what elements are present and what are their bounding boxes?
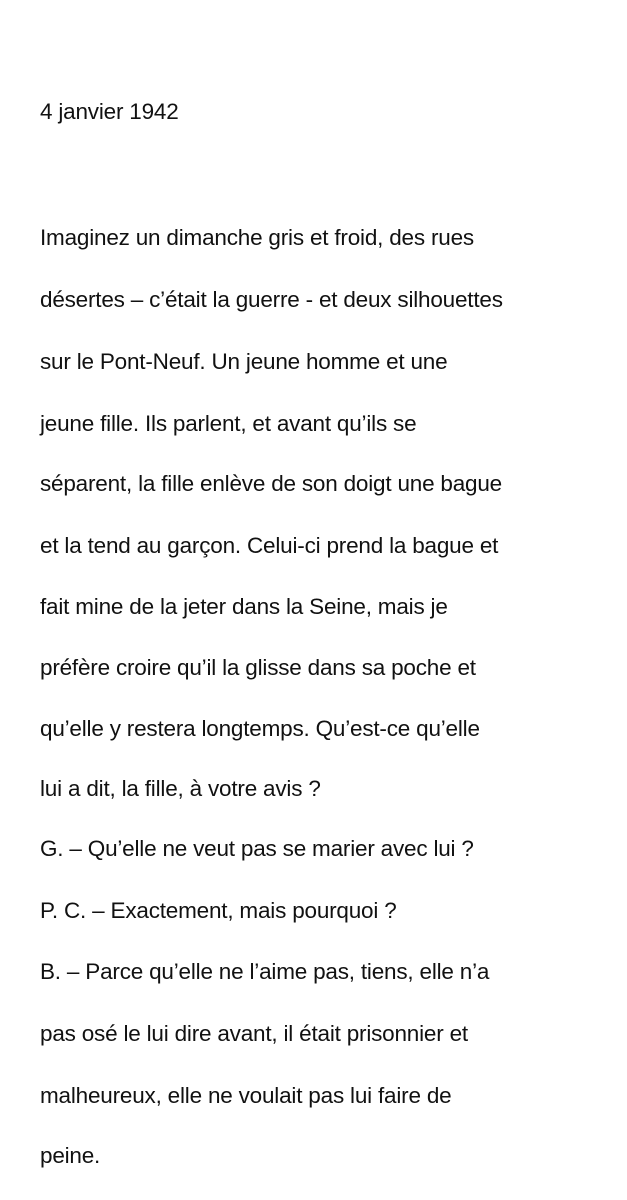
text-line: préfère croire qu’il la glisse dans sa poche et xyxy=(40,655,476,680)
text-line: sur le Pont-Neuf. Un jeune homme et une xyxy=(40,349,448,374)
text-line: jeune fille. Ils parlent, et avant qu’ils se xyxy=(40,411,417,436)
text-line: et la tend au garçon. Celui-ci prend la bague et xyxy=(40,533,499,558)
date-heading: 4 janvier 1942 xyxy=(40,99,179,124)
text-line: séparent, la fille enlève de son doigt une bague xyxy=(40,471,502,496)
text-line: qu’elle y restera longtemps. Qu’est-ce qu’elle xyxy=(40,716,480,741)
dialogue-line: P. C. – Exactement, mais pourquoi ? xyxy=(40,898,397,923)
text-line: désertes – c’était la guerre - et deux silhouettes xyxy=(40,287,503,312)
text-line: peine. xyxy=(40,1143,101,1168)
text-line: fait mine de la jeter dans la Seine, mais je xyxy=(40,594,448,619)
text-line: pas osé le lui dire avant, il était prisonnier et xyxy=(40,1021,468,1046)
dialogue-line: B. – Parce qu’elle ne l’aime pas, tiens, elle n’a xyxy=(40,959,490,984)
text-line: malheureux, elle ne voulait pas lui faire de xyxy=(40,1083,452,1108)
text-line: lui a dit, la fille, à votre avis ? xyxy=(40,776,321,801)
dialogue-line: G. – Qu’elle ne veut pas se marier avec lui ? xyxy=(40,836,474,861)
text-line: Imaginez un dimanche gris et froid, des rues xyxy=(40,225,474,250)
